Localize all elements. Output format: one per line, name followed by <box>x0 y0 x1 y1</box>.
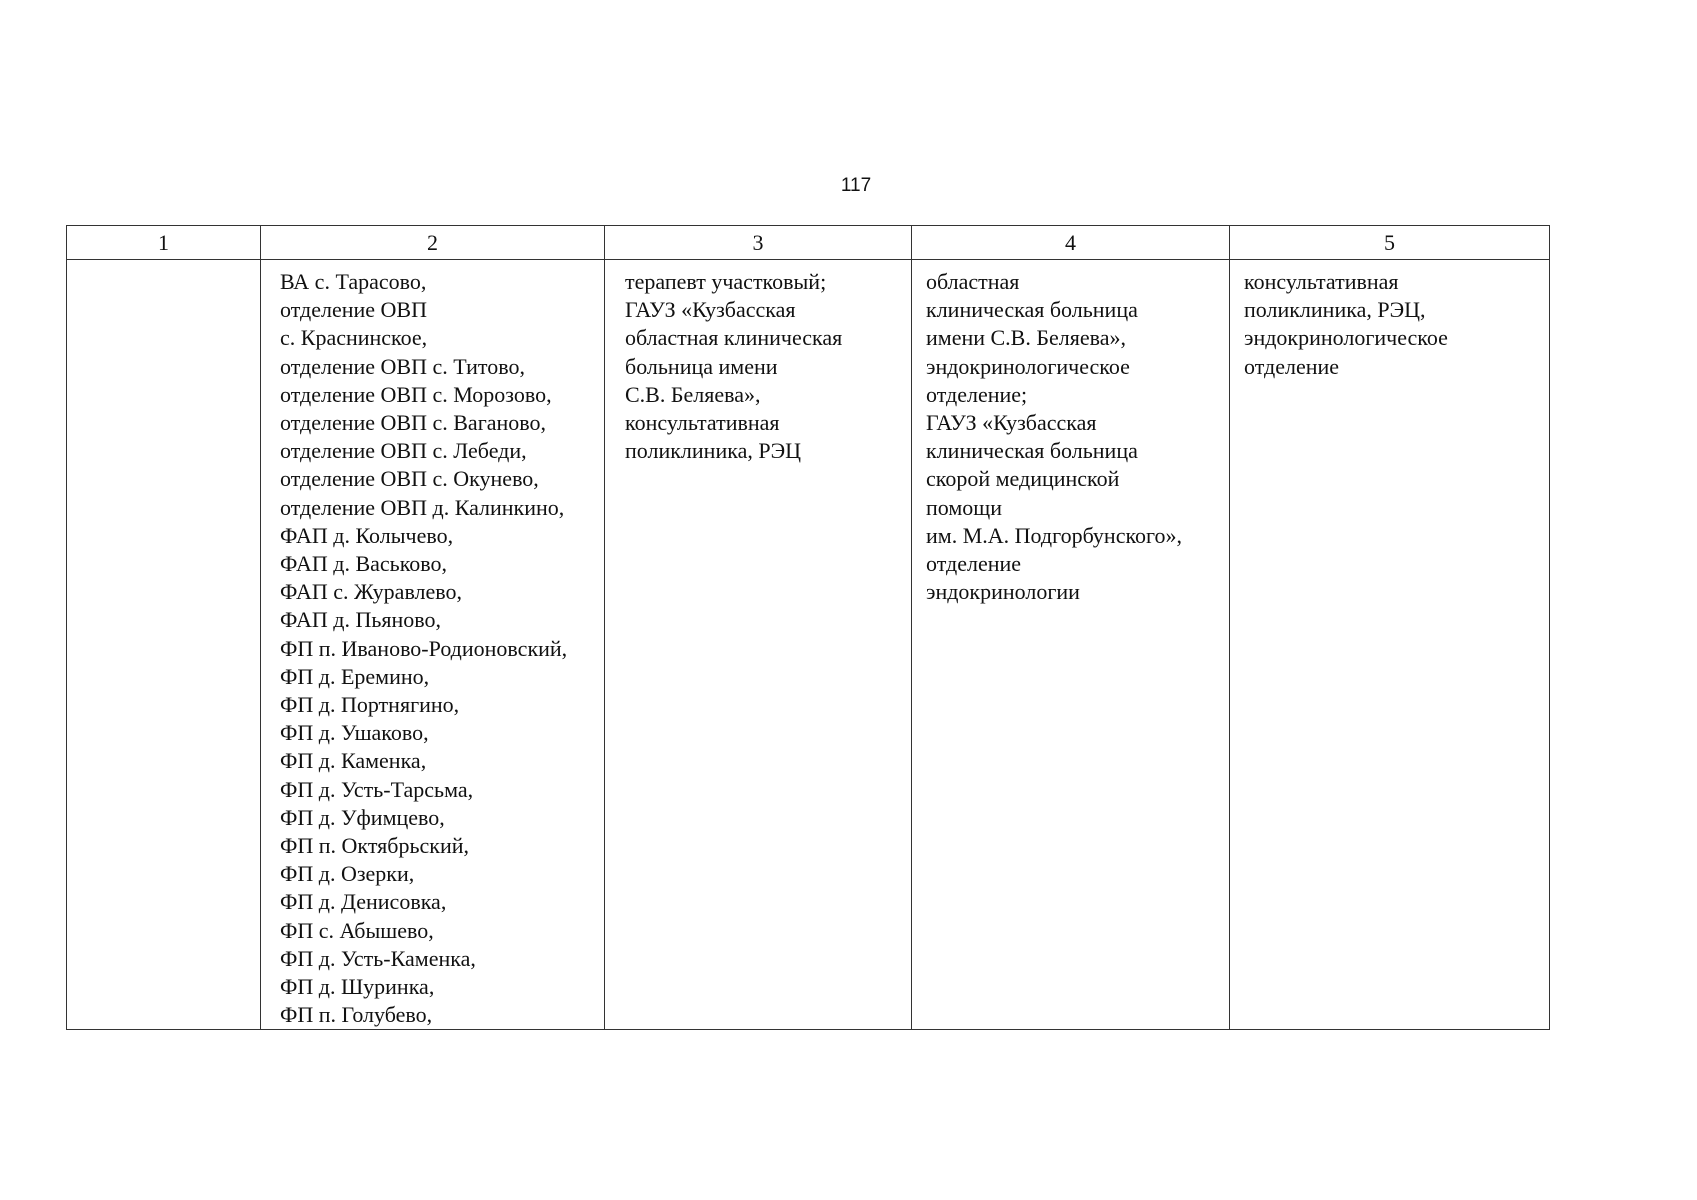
cell-text-line: ФП д. Портнягино, <box>280 692 460 718</box>
cell-text-line: ФП с. Абышево, <box>280 917 434 943</box>
cell-text-line: отделение ОВП с. Титово, <box>280 353 525 379</box>
cell-lines <box>261 260 604 1029</box>
cell-text-line: им. М.А. Подгорбунского», <box>926 522 1183 548</box>
cell-text-line: ФП д. Каменка, <box>280 748 427 774</box>
column-header-3: 3 <box>605 226 912 260</box>
cell-text-line: ФАП д. Пьяново, <box>280 607 442 633</box>
table-row <box>67 260 1550 1030</box>
cell-text-line: отделение ОВП с. Ваганово, <box>280 410 546 436</box>
cell-text-line: ФАП д. Колычево, <box>280 522 454 548</box>
cell-text-line: ФП д. Шуринка, <box>280 974 435 1000</box>
cell-text-line: ФАП с. Журавлево, <box>280 579 463 605</box>
column-header-5: 5 <box>1230 226 1550 260</box>
cell-text-line: отделение ОВП д. Калинкино, <box>280 494 565 520</box>
cell-text-line: ФП д. Еремино, <box>280 663 430 689</box>
cell-column-2 <box>261 260 605 1030</box>
page-number: 117 <box>840 175 872 196</box>
cell-text-line: клиническая больница <box>926 438 1138 464</box>
table-header-row <box>67 226 1550 260</box>
cell-text-line: отделение ОВП <box>280 297 427 323</box>
cell-text-line: ГАУЗ «Кузбасская <box>625 297 796 323</box>
cell-text-line: ФП д. Денисовка, <box>280 889 447 915</box>
cell-column-3 <box>605 260 912 1030</box>
cell-text-line: терапевт участковый; <box>625 269 827 294</box>
cell-text-line: с. Краснинское, <box>280 325 428 351</box>
cell-text-line: отделение <box>926 551 1022 577</box>
cell-text-line: областная клиническая <box>625 325 843 351</box>
cell-text-line: С.В. Беляева», <box>625 381 761 407</box>
cell-text-line: отделение ОВП с. Окунево, <box>280 466 539 492</box>
cell-text-line: ФП д. Усть-Каменка, <box>280 945 476 971</box>
cell-text-line: областная <box>926 269 1020 294</box>
cell-text-line: ФП п. Голубево, <box>280 1002 433 1028</box>
cell-text-line: отделение ОВП с. Лебеди, <box>280 438 527 464</box>
column-header-4: 4 <box>912 226 1230 260</box>
cell-lines <box>67 260 260 268</box>
cell-text-line: клиническая больница <box>926 297 1138 323</box>
cell-text-line: ФП п. Октябрьский, <box>280 833 469 859</box>
cell-text-line: поликлиника, РЭЦ, <box>1244 297 1426 323</box>
cell-text-line: отделение; <box>926 381 1028 407</box>
cell-lines <box>605 260 911 465</box>
cell-column-5 <box>1230 260 1550 1030</box>
cell-column-1 <box>67 260 261 1030</box>
cell-text-line: отделение <box>1244 353 1340 379</box>
cell-text-line: эндокринологическое <box>926 353 1130 379</box>
cell-text-line: ФП д. Уфимцево, <box>280 804 445 830</box>
cell-text-line: ФП п. Иваново-Родионовский, <box>280 635 568 661</box>
cell-text-line: эндокринологическое <box>1244 325 1448 351</box>
cell-lines <box>1230 260 1549 381</box>
cell-text-line: скорой медицинской <box>926 466 1120 492</box>
cell-text-line: больница имени <box>625 353 778 379</box>
cell-text-line: поликлиника, РЭЦ <box>625 438 801 464</box>
cell-column-4 <box>912 260 1230 1030</box>
cell-text-line: ФП д. Ушаково, <box>280 720 429 746</box>
cell-text-line: консультативная <box>1244 269 1399 294</box>
column-header-1: 1 <box>67 226 261 260</box>
cell-lines <box>912 260 1229 606</box>
cell-text-line: ГАУЗ «Кузбасская <box>926 410 1097 436</box>
cell-text-line: имени С.В. Беляева», <box>926 325 1126 351</box>
cell-text-line: эндокринологии <box>926 579 1080 605</box>
cell-text-line: ФП д. Озерки, <box>280 861 415 887</box>
document-table <box>66 225 1550 1030</box>
cell-text-line: консультативная <box>625 410 780 436</box>
cell-text-line: ФП д. Усть-Тарсьма, <box>280 776 474 802</box>
cell-text-line: помощи <box>926 494 1002 520</box>
cell-text-line: отделение ОВП с. Морозово, <box>280 381 552 407</box>
cell-text-line: ФАП д. Васьково, <box>280 551 448 577</box>
column-header-2: 2 <box>261 226 605 260</box>
cell-text-line: ВА с. Тарасово, <box>280 269 427 294</box>
